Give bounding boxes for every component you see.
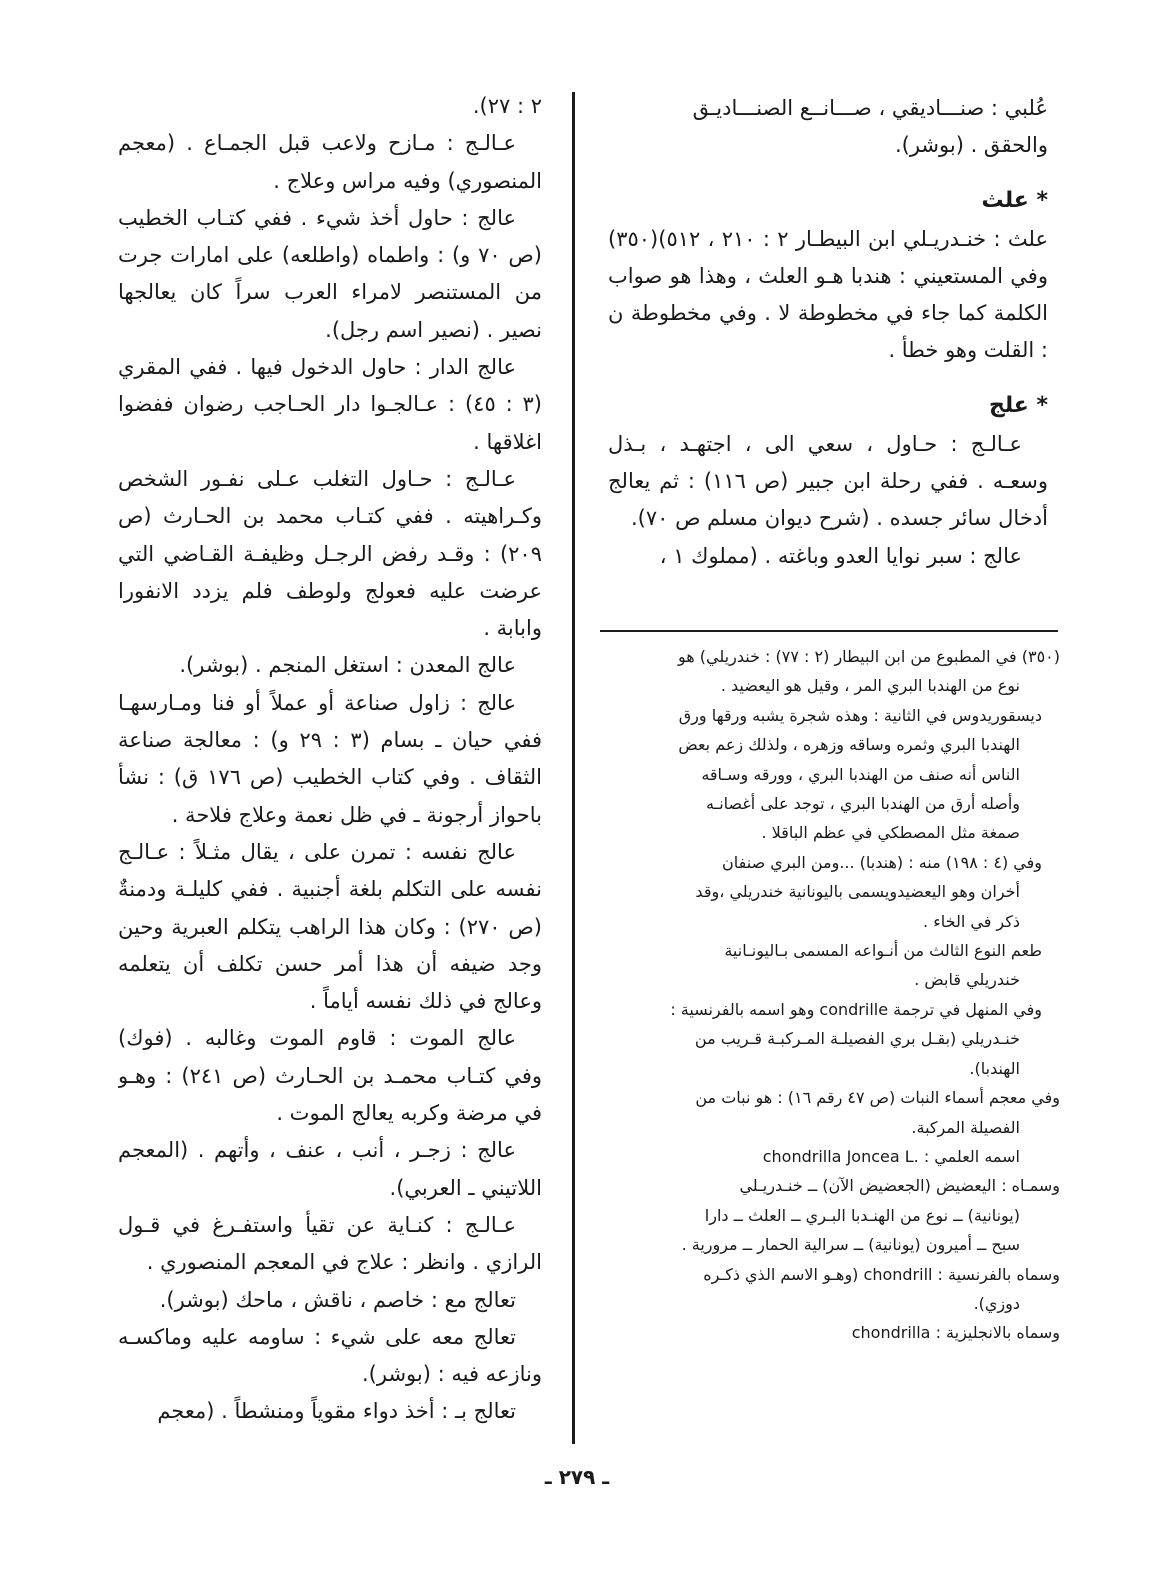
footnote-line: وأصله أرق من الهندبا البري ، توجد على أغصانـه [705, 794, 1020, 814]
footnote-line: وفي المنهل في ترجمة condrille وهو اسمه بالفرنسية : [670, 999, 1042, 1019]
entry-paragraph: عالج نفسه : تمرن على ، يقال مثـلاً : عـالـج نفسه على التكلم بلغة أجنبية . ففي كليلـة ودمنةٌ (ص ٢٧٠) : وكان هذا الراهب يتكلم العبرية وحين وجد ضيفه أن هذا أمر حسن تكلف أن يتعلمه وعالج في ذلك نفسه أياماً . [118, 839, 542, 1014]
footnote-line: خندريلي قابض . [914, 970, 1020, 990]
entry-paragraph: عالج الدار : حاول الدخول فيها . ففي المقري (٣ : ٤٥) : عـالجـوا دار الحـاجب رضوان ففضوا اغلاقها . [118, 355, 542, 454]
footnote-line: ديسقوريدوس في الثانية : وهذه شجرة يشبه ورقها ورق [678, 705, 1042, 725]
entry-paragraph: عالج الموت : قاوم الموت وغالبه . (فوك) وفي كتـاب محمـد بن الحـارث (ص ٢٤١) : وهـو في مرضة وكربه يعالج الموت . [118, 1026, 542, 1126]
footnote-line: سبح ــ أميرون (يونانية) ــ سرالية الحمار ــ مرورية . [681, 1235, 1020, 1255]
footnote-line: اسمه العلمي : .chondrilla Joncea L [762, 1146, 1020, 1166]
entry-paragraph: عالج : زجـر ، أنب ، عنف ، وأتهم . (المعجم اللاتيني ـ العربي). [118, 1138, 542, 1200]
entry-paragraph: تعالج مع : خاصم ، ناقش ، ماحك (بوشر). [159, 1287, 516, 1312]
left-column [118, 88, 542, 1431]
entry-paragraph: عـالـج : كنـاية عن تقيأ واستفـرغ في قـول الرازي . وانظر : علاج في المعجم المنصوري . [118, 1212, 542, 1275]
footnote-line: صمغة مثل المصطكي في عظم الباقلا . [761, 823, 1020, 843]
footnote-rule [600, 630, 1058, 632]
entry-paragraph: عالج : زاول صناعة أو عملاً أو فنا ومـارسهـا ففي حيان ـ بسام (٣ : ٢٩ و) : معالجة صناعة الثقاف . وفي كتاب الخطيب (ص ١٧٦ ق) : نشأ باحواز أرجونة ـ في ظل نعمة وعلاج فلاحة . [118, 690, 542, 827]
entry-alaj-1: عـالـج : حـاول ، سعي الى ، اجتهـد ، بـذل وسعـه . ففي رحلة ابن جبير (ص ١١٦) : ثم يعالج أدخال سائر جسده . (شرح ديوان مسلم ص ٧٠). [608, 431, 1048, 531]
footnote-line: وسمـاه : اليعضيض (الجعضيض الآن) ــ خنـدريـلي [739, 1176, 1060, 1196]
entry-paragraph: تعالج معه على شيء : ساومه عليه وماكسـه ونازعه فيه : (بوشر). [118, 1324, 542, 1387]
entry-alaj-2: عالج : سبر نوايا العدو وباغته . (مملوك ١ ، [659, 543, 1022, 568]
heading-alaj: * علج [988, 392, 1048, 418]
entry-galabi-line-1: عُلبي : صنـــاديقي ، صـــانــع الصنـــاديـق [692, 96, 1048, 120]
footnote-line: (٣٥٠) في المطبوع من ابن البيطار (٢ : ٧٧) : خندريلي) هو [678, 647, 1060, 666]
footnote-line: وسماه بالانجليزية : chondrilla [851, 1323, 1060, 1343]
entry-alath: علث : خنـدريـلي ابن البيطـار ٢ : ٢١٠ ، ٥١٢)(٣٥٠) وفي المستعيني : هندبا هـو العلث ، وهذا هو صواب الكلمة كما جاء في مخطوطة لا . وفي مخطوطة ن : القلت وهو خطأ . [608, 226, 1048, 363]
entry-paragraph: تعالج بـ : أخذ دواء مقوياً ومنشطاً . (معجم [157, 1399, 516, 1424]
entry-paragraph: عالج المعدن : استغل المنجم . (بوشر). [179, 653, 516, 678]
entry-paragraph: عـالـج : مـازح ولاعب قبل الجمـاع . (معجم المنصوري) وفيه مراس وعلاج . [118, 131, 542, 193]
footnote-line: الناس أنه صنف من الهندبا البري ، وورقه وسـاقه [701, 764, 1020, 784]
footnotes [604, 642, 1060, 1348]
footnote-line: دوزي). [973, 1293, 1020, 1313]
footnote-line: خنـدريلي (بقـل بري الفصيلـة المـركبـة قـريب من [694, 1029, 1020, 1049]
entry-galabi-line-2: والحقق . (بوشر). [894, 133, 1048, 158]
page-number: ـ ٢٧٩ ـ [544, 1465, 610, 1489]
footnote-line: نوع من الهندبا البري المر ، وقيل هو اليعضيد . [720, 676, 1020, 696]
footnote-line: (يونانية) ــ نوع من الهنـدبا البـري ــ العلث ــ دارا [704, 1205, 1020, 1225]
footnote-line: وسماه بالفرنسية : chondrill (وهـو الاسم الذي ذكـره [703, 1264, 1060, 1284]
entry-continuation: ٢ : ٢٧). [472, 94, 542, 118]
footnote-line: طعم النوع الثالث من أنـواعه المسمى بـاليونـانية [724, 941, 1042, 961]
heading-alath: * علث [981, 187, 1048, 213]
footnote-line: وفي (٤ : ١٩٨) منه : (هندبا) ...ومن البري صنفان [722, 852, 1042, 872]
footnote-line: الهندبا البري وثمره وساقه وزهره ، ولذلك زعم بعض [678, 735, 1020, 755]
footnote-line: أخران وهو اليعضيدويسمى باليونانية خندريلي ،وقد [695, 882, 1020, 902]
entry-paragraph: عـالـج : حـاول التغلب عـلى نفـور الشخص وكـراهيته . ففي كتـاب محمد بن الحـارث (ص ٢٠٩) : وقـد رفض الرجـل وظيفـة القـاضي التي عرضت عليه فعولج ولوطف فلم يزدد الانفورا وابابة . [118, 466, 542, 641]
footnote-line: وفي معجم أسماء النبات (ص ٤٧ رقم ١٦) : هو نبات من [695, 1088, 1060, 1108]
entry-paragraph: عالج : حاول أخذ شيء . ففي كتـاب الخطيب (ص ٧٠ و) : واطماه (واطلعه) على امارات جرت من المستنصر لامراء العرب سراً كان يعالجها نصير . (نصير اسم رجل). [118, 205, 542, 342]
right-column [608, 90, 1048, 575]
column-divider [572, 92, 575, 1444]
footnote-line: الفصيلة المركبة. [911, 1117, 1020, 1137]
footnote-line: ذكر في الخاء . [923, 911, 1020, 931]
footnote-line: الهندبا). [969, 1058, 1020, 1078]
